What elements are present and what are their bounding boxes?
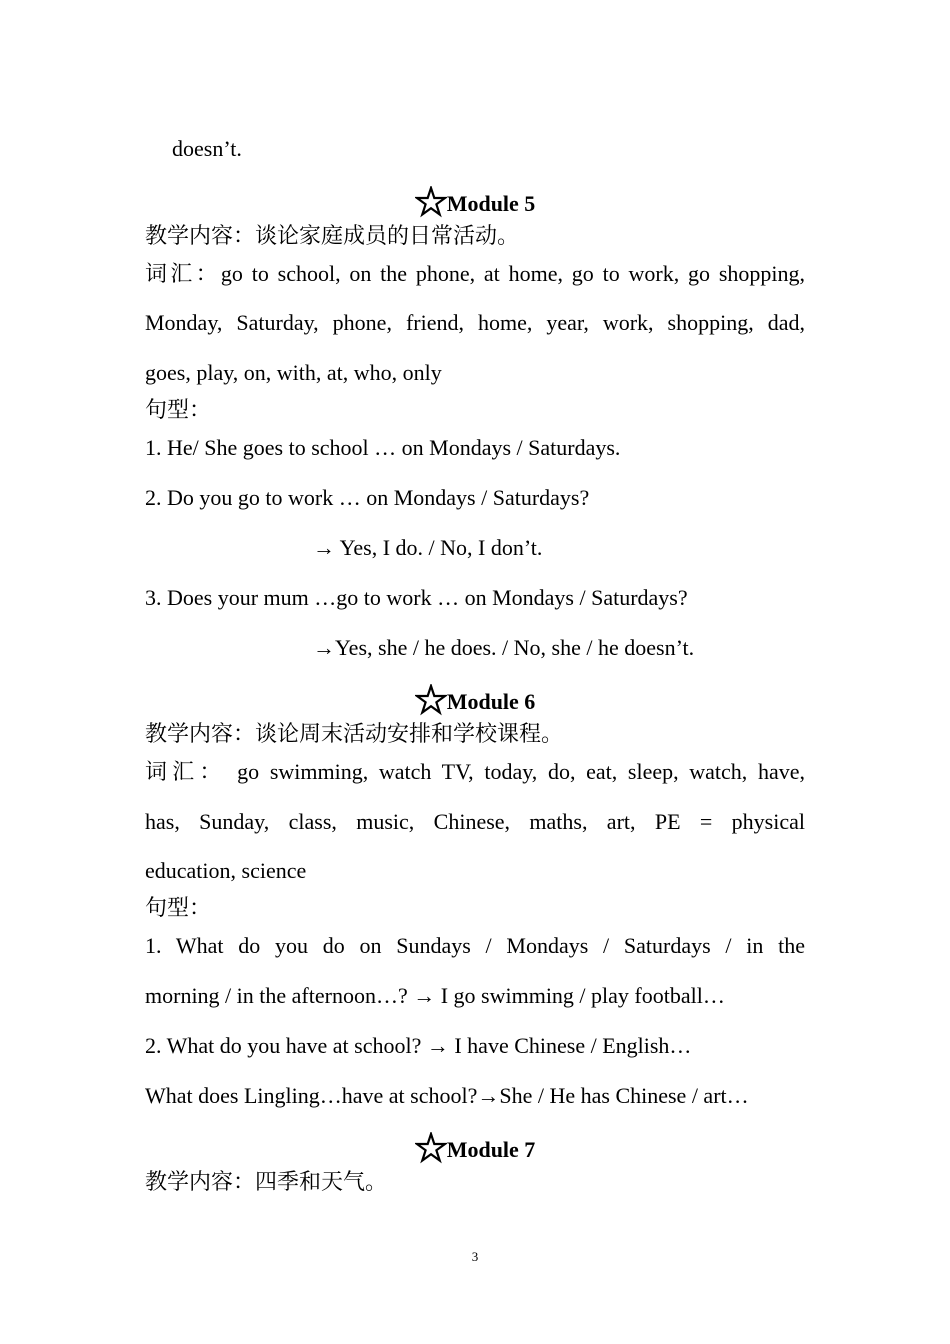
module-6-vocab-line-2: has, Sunday, class, music, Chinese, maths, art, PE = physical (145, 809, 805, 834)
module-6-content: 教学内容：谈论周末活动安排和学校课程。 (145, 721, 564, 746)
star-outline-icon (415, 186, 447, 218)
module-6-pattern-1-line-1: 1. What do you do on Sundays / Mondays / Saturdays / in the (145, 933, 805, 958)
module-6-title: Module 6 (446, 689, 536, 714)
module-5-title: Module 5 (446, 191, 536, 216)
module-5-pattern-3: 3. Does your mum …go to work … on Mondays / Saturdays? (145, 585, 688, 610)
module-5-pattern-2: 2. Do you go to work … on Mondays / Saturdays? (145, 485, 590, 510)
module-7-heading (0, 1132, 950, 1166)
module-6-pattern-2: 2. What do you have at school? → I have Chinese / English… (145, 1033, 692, 1058)
module-5-vocab-line-2: Monday, Saturday, phone, friend, home, year, work, shopping, dad, (145, 310, 805, 335)
module-6-vocab-line-3: education, science (145, 858, 307, 883)
module-5-heading (0, 186, 950, 220)
module-7-title: Module 7 (446, 1137, 536, 1162)
module-5-vocab-line-3: goes, play, on, with, at, who, only (145, 360, 442, 385)
module-7-content: 教学内容：四季和天气。 (145, 1169, 388, 1194)
continuation-text: doesn’t. (172, 136, 242, 161)
module-5-patterns-label: 句型： (145, 397, 212, 422)
module-6-pattern-1-line-2: morning / in the afternoon…? → I go swimming / play football… (145, 983, 725, 1008)
page-number: 3 (471, 1249, 479, 1264)
module-5-vocab-line-1: 词汇：go to school, on the phone, at home, go to work, go shopping, (145, 261, 805, 286)
module-6-pattern-3: What does Lingling…have at school?→She / He has Chinese / art… (145, 1083, 749, 1108)
module-5-pattern-1: 1. He/ She goes to school … on Mondays / Saturdays. (145, 435, 621, 460)
module-5-pattern-2-answer: → Yes, I do. / No, I don’t. (313, 535, 543, 560)
module-6-heading (0, 684, 950, 718)
module-5-pattern-3-answer: →Yes, she / he does. / No, she / he doesn’t. (313, 635, 695, 660)
star-outline-icon (415, 684, 447, 716)
module-6-vocab-line-1: 词汇： go swimming, watch TV, today, do, eat, sleep, watch, have, (145, 759, 805, 784)
module-6-patterns-label: 句型： (145, 895, 212, 920)
star-outline-icon (415, 1132, 447, 1164)
module-5-content: 教学内容：谈论家庭成员的日常活动。 (145, 223, 520, 248)
